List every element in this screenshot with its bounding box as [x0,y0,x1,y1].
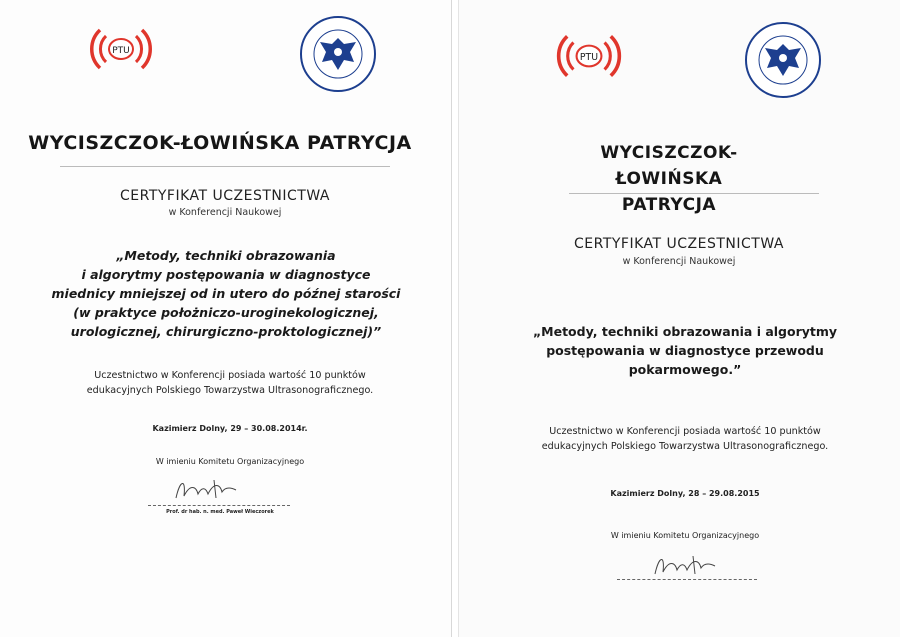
conference-title [479,322,891,379]
signature-icon [170,474,250,504]
conference-line: pokarmowego.” [628,362,742,377]
conference-line: miednicy mniejszej od in utero do późnej starości [51,286,401,301]
conference-line: „Metody, techniki obrazowania [116,248,336,263]
ptu-logo-text: PTU [112,46,130,56]
university-seal-icon [743,20,823,100]
participant-name-line: PATRYCJA [621,195,717,215]
points-info [479,424,891,454]
conference-title [10,246,442,341]
signatory-name: Prof. dr hab. n. med. Paweł Wieczorek [166,509,274,515]
committee-label: W imieniu Komitetu Organizacyjnego [155,457,305,466]
points-line: Uczestnictwo w Konferencji posiada wartość 10 punktów [549,426,821,437]
points-line: edukacyjnych Polskiego Towarzystwa Ultrasonograficznego. [86,385,374,396]
ptu-logo-icon [551,28,627,84]
name-underline [60,166,390,167]
place-date: Kazimierz Dolny, 28 – 29.08.2015 [610,489,760,498]
certificate-subtitle: w Konferencji Naukowej [168,207,282,218]
committee-label: W imieniu Komitetu Organizacyjnego [610,531,760,540]
certificate-title: CERTYFIKAT UCZESTNICTWA [573,236,785,252]
name-underline [569,193,819,194]
signature-icon [649,550,729,580]
conference-line: „Metody, techniki obrazowania i algorytmy [532,324,838,339]
conference-line: urologicznej, chirurgiczno-proktologicznej)” [70,324,382,339]
certificate-subtitle: w Konferencji Naukowej [622,256,736,267]
certificate-title: CERTYFIKAT UCZESTNICTWA [119,188,331,204]
conference-line: i algorytmy postępowania w diagnostyce [81,267,371,282]
participant-name [549,140,789,218]
points-info [30,368,430,398]
points-line: Uczestnictwo w Konferencji posiada wartość 10 punktów [94,370,366,381]
points-line: edukacyjnych Polskiego Towarzystwa Ultrasonograficznego. [541,441,829,452]
participant-name: WYCISZCZOK-ŁOWIŃSKA PATRYCJA [28,132,412,154]
ptu-logo-text: PTU [579,52,599,64]
conference-line: (w praktyce położniczo-uroginekologicznej, [73,305,379,320]
signature-line [148,505,290,506]
signature-line [617,579,757,580]
participant-name-line: WYCISZCZOK-ŁOWIŃSKA [600,143,738,189]
conference-line: postępowania w diagnostyce przewodu [546,343,824,358]
ptu-logo-icon [86,22,156,76]
certificate-right [458,0,900,637]
university-seal-icon [298,14,378,94]
place-date: Kazimierz Dolny, 29 – 30.08.2014r. [152,424,308,433]
